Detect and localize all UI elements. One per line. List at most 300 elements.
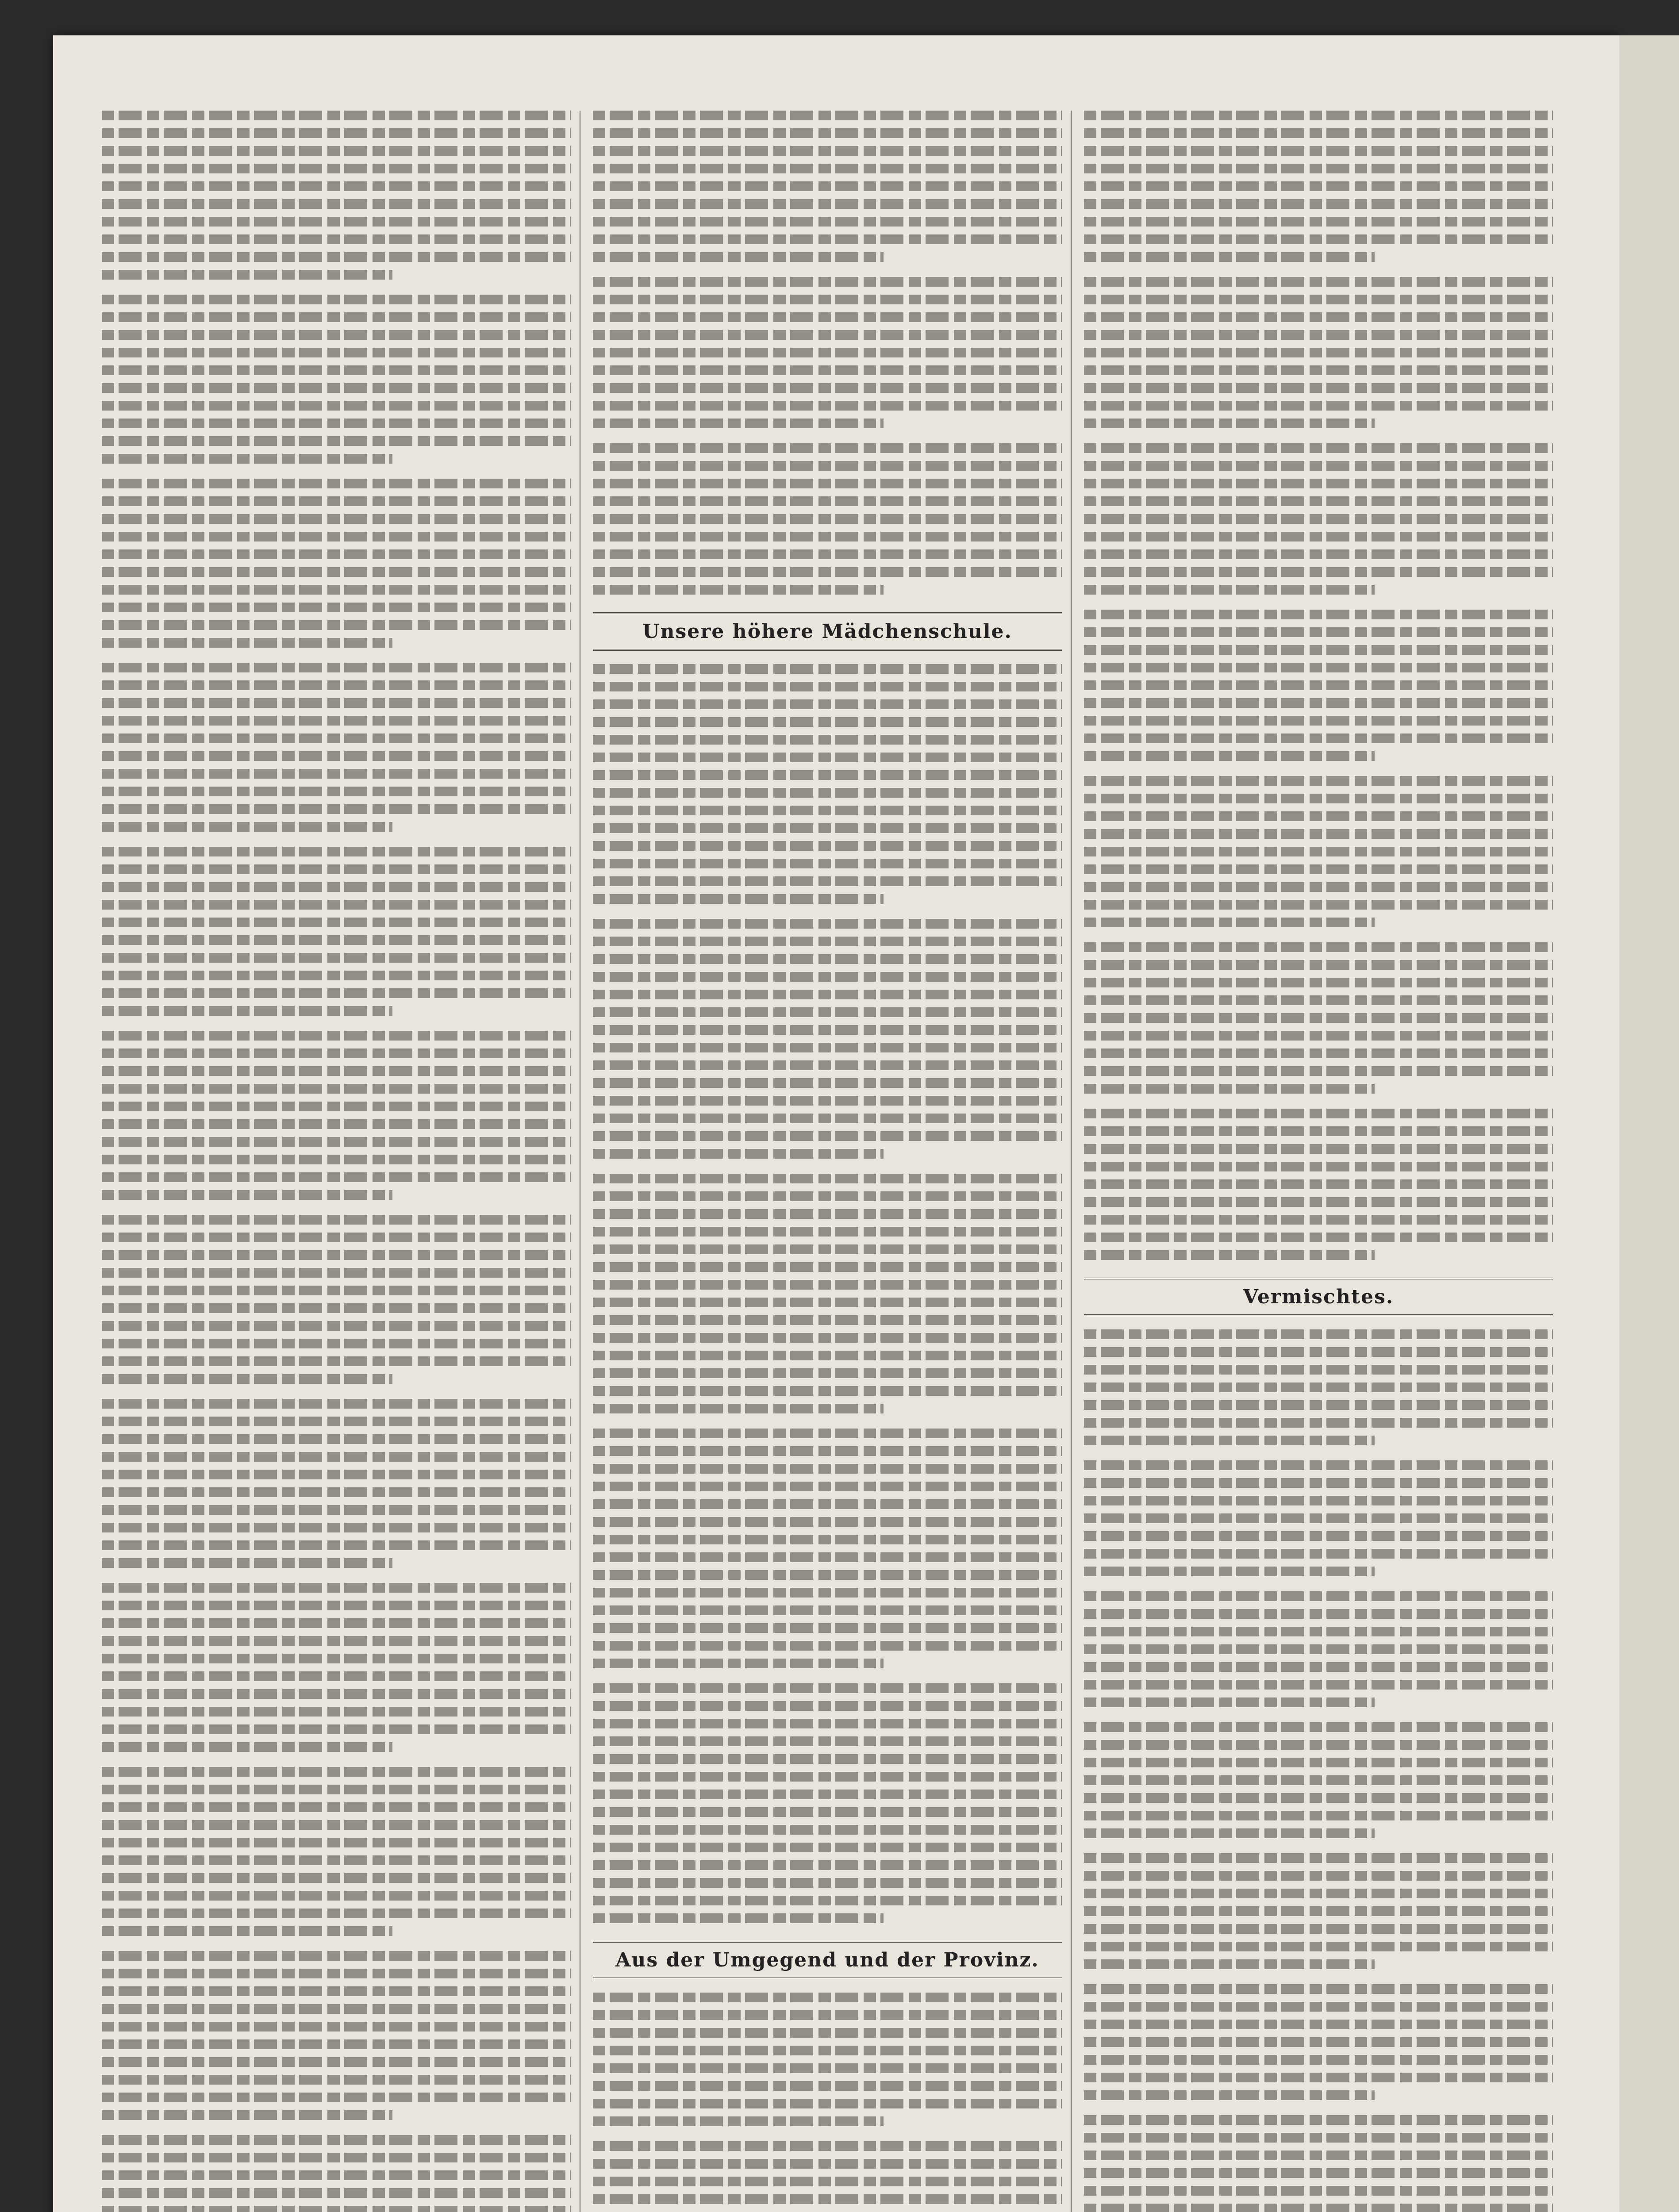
text-line xyxy=(1084,811,1553,821)
text-line xyxy=(102,2022,571,2032)
text-line xyxy=(593,841,1062,851)
text-line xyxy=(593,1280,1062,1290)
text-line xyxy=(102,252,571,262)
text-line xyxy=(102,1303,571,1313)
text-line xyxy=(593,1843,1062,1852)
text-line xyxy=(102,1155,571,1164)
text-line xyxy=(1084,2002,1553,2012)
text-line xyxy=(102,1066,571,1076)
text-line xyxy=(1084,1793,1553,1803)
text-line xyxy=(593,252,884,262)
text-line xyxy=(1084,1496,1553,1505)
text-line xyxy=(102,1434,571,1444)
text-line xyxy=(593,181,1062,191)
text-line xyxy=(102,1891,571,1901)
text-line xyxy=(1084,1942,1553,1951)
text-paragraph xyxy=(102,2135,571,2212)
text-paragraph xyxy=(1084,1109,1553,1260)
text-line xyxy=(593,365,1062,375)
text-paragraph xyxy=(1084,277,1553,428)
text-line xyxy=(102,295,571,304)
text-line xyxy=(1084,496,1553,506)
text-line xyxy=(1084,1066,1553,1076)
text-line xyxy=(1084,1513,1553,1523)
text-line xyxy=(102,1583,571,1593)
text-paragraph xyxy=(593,277,1062,428)
text-line xyxy=(593,1464,1062,1474)
text-line xyxy=(102,1339,571,1348)
text-line xyxy=(593,1641,1062,1651)
text-line xyxy=(593,753,1062,762)
text-line xyxy=(1084,2037,1553,2047)
text-line xyxy=(1084,1144,1553,1154)
text-line xyxy=(102,585,571,595)
text-paragraph xyxy=(102,111,571,280)
text-line xyxy=(593,479,1062,488)
text-line xyxy=(102,2153,571,2162)
text-line xyxy=(1084,1680,1553,1690)
text-line xyxy=(102,2075,571,2085)
text-line xyxy=(593,1825,1062,1835)
text-line xyxy=(1084,295,1553,304)
text-line xyxy=(102,2039,571,2049)
text-line xyxy=(593,383,1062,393)
text-line xyxy=(102,1951,571,1961)
text-paragraph xyxy=(593,111,1062,262)
text-paragraph xyxy=(1084,776,1553,927)
text-line xyxy=(102,1417,571,1426)
text-line xyxy=(102,1006,392,1016)
text-line xyxy=(102,312,571,322)
text-line xyxy=(102,146,571,156)
text-line xyxy=(1084,751,1375,761)
text-paragraph xyxy=(102,1583,571,1752)
text-line xyxy=(1084,1418,1553,1428)
text-line xyxy=(593,549,1062,559)
text-line xyxy=(593,1096,1062,1106)
text-line xyxy=(593,1913,884,1923)
text-line xyxy=(593,461,1062,471)
text-line xyxy=(102,217,571,227)
text-line xyxy=(593,788,1062,798)
text-line xyxy=(1084,1775,1553,1785)
text-line xyxy=(593,2028,1062,2038)
text-paragraph xyxy=(1084,1984,1553,2100)
text-line xyxy=(593,1701,1062,1711)
text-line xyxy=(593,1807,1062,1817)
text-line xyxy=(102,988,571,998)
text-line xyxy=(102,2206,571,2212)
text-line xyxy=(102,1505,571,1515)
text-line xyxy=(593,1114,1062,1123)
text-line xyxy=(102,1802,571,1812)
text-line xyxy=(593,1025,1062,1035)
text-paragraph xyxy=(1084,1329,1553,1445)
text-line xyxy=(102,419,571,428)
text-paragraph xyxy=(1084,610,1553,761)
text-line xyxy=(593,2159,1062,2169)
text-line xyxy=(1084,610,1553,619)
text-line xyxy=(1084,348,1553,357)
text-line xyxy=(102,882,571,892)
text-line xyxy=(102,1820,571,1830)
text-line xyxy=(1084,645,1553,655)
text-line xyxy=(593,128,1062,138)
text-line xyxy=(102,1233,571,1242)
text-line xyxy=(102,234,571,244)
text-line xyxy=(102,1215,571,1225)
text-line xyxy=(102,1618,571,1628)
text-line xyxy=(1084,1853,1553,1863)
text-line xyxy=(593,990,1062,999)
text-line xyxy=(593,1482,1062,1491)
text-line xyxy=(1084,1382,1553,1392)
text-paragraph xyxy=(1084,443,1553,595)
text-line xyxy=(102,900,571,910)
text-line xyxy=(102,532,571,541)
text-line xyxy=(593,401,1062,411)
text-line xyxy=(1084,1162,1553,1171)
text-paragraph xyxy=(1084,1853,1553,1969)
text-line xyxy=(102,1558,392,1568)
text-line xyxy=(593,1570,1062,1580)
text-line xyxy=(1084,2204,1553,2212)
text-line xyxy=(102,383,571,393)
text-line xyxy=(1084,1109,1553,1118)
text-line xyxy=(1084,978,1553,987)
text-line xyxy=(1084,2055,1553,2065)
text-line xyxy=(102,1452,571,1462)
text-line xyxy=(593,1244,1062,1254)
text-line xyxy=(102,1487,571,1497)
text-line xyxy=(102,567,571,577)
text-line xyxy=(1084,312,1553,322)
text-line xyxy=(593,1429,1062,1438)
text-line xyxy=(1084,1740,1553,1750)
text-line xyxy=(1084,1828,1375,1838)
text-line xyxy=(102,1785,571,1794)
text-paragraph xyxy=(102,1399,571,1568)
next-page-edge xyxy=(1619,35,1679,2212)
text-line xyxy=(593,1605,1062,1615)
text-line xyxy=(593,1060,1062,1070)
text-line xyxy=(102,128,571,138)
text-line xyxy=(1084,794,1553,803)
text-line xyxy=(1084,1436,1375,1445)
text-line xyxy=(102,1689,571,1699)
text-line xyxy=(102,787,571,796)
text-line xyxy=(593,2177,1062,2186)
text-line xyxy=(1084,733,1553,743)
text-line xyxy=(593,1517,1062,1527)
text-line xyxy=(593,770,1062,780)
text-line xyxy=(102,514,571,524)
text-line xyxy=(102,330,571,340)
text-line xyxy=(593,972,1062,982)
column-2 xyxy=(593,111,1062,2212)
text-line xyxy=(102,1374,392,1384)
text-line xyxy=(593,1262,1062,1272)
text-line xyxy=(1084,199,1553,209)
text-line xyxy=(1084,1549,1553,1559)
text-line xyxy=(102,348,571,357)
text-line xyxy=(1084,1347,1553,1357)
text-line xyxy=(593,111,1062,120)
text-line xyxy=(1084,1722,1553,1732)
text-line xyxy=(593,2099,1062,2108)
text-line xyxy=(1084,864,1553,874)
text-line xyxy=(593,1209,1062,1219)
text-line xyxy=(102,1654,571,1663)
text-line xyxy=(593,2010,1062,2020)
text-line xyxy=(593,2116,884,2126)
text-line xyxy=(1084,1609,1553,1619)
text-line xyxy=(102,1724,571,1734)
text-line xyxy=(102,1119,571,1129)
text-line xyxy=(1084,1924,1553,1934)
text-line xyxy=(1084,882,1553,892)
text-line xyxy=(593,1993,1062,2002)
column-3 xyxy=(1084,111,1553,2212)
text-line xyxy=(102,436,571,446)
text-line xyxy=(102,1523,571,1532)
text-line xyxy=(1084,1365,1553,1375)
text-line xyxy=(102,1636,571,1646)
text-line xyxy=(102,971,571,980)
text-line xyxy=(593,1896,1062,1905)
text-line xyxy=(102,864,571,874)
text-line xyxy=(593,664,1062,674)
text-line xyxy=(593,277,1062,287)
text-line xyxy=(1084,2073,1553,2082)
text-line xyxy=(593,894,884,904)
text-line xyxy=(593,443,1062,453)
text-line xyxy=(593,1552,1062,1562)
text-line xyxy=(593,682,1062,691)
text-line xyxy=(593,585,884,595)
text-line xyxy=(593,859,1062,868)
text-line xyxy=(1084,1179,1553,1189)
text-line xyxy=(1084,1215,1553,1225)
text-line xyxy=(1084,1233,1553,1242)
text-line xyxy=(1084,549,1553,559)
text-line xyxy=(1084,1031,1553,1041)
text-paragraph xyxy=(102,295,571,464)
text-line xyxy=(593,1227,1062,1237)
text-paragraph xyxy=(593,1174,1062,1413)
text-line xyxy=(102,199,571,209)
text-line xyxy=(593,532,1062,541)
text-line xyxy=(1084,1811,1553,1820)
text-line xyxy=(1084,1567,1375,1576)
text-line xyxy=(102,769,571,779)
text-line xyxy=(1084,181,1553,191)
text-line xyxy=(102,1926,392,1936)
text-line xyxy=(102,804,571,814)
text-paragraph xyxy=(593,443,1062,595)
text-line xyxy=(593,1719,1062,1728)
text-line xyxy=(102,181,571,191)
text-line xyxy=(1084,900,1553,910)
text-line xyxy=(593,1043,1062,1052)
text-line xyxy=(1084,1197,1553,1207)
text-line xyxy=(1084,1697,1375,1707)
text-line xyxy=(593,312,1062,322)
text-line xyxy=(1084,1084,1375,1094)
text-line xyxy=(593,1535,1062,1544)
text-line xyxy=(102,1172,571,1182)
text-line xyxy=(593,876,1062,886)
text-line xyxy=(102,1855,571,1865)
text-line xyxy=(593,199,1062,209)
text-line xyxy=(593,295,1062,304)
column-1 xyxy=(102,111,571,2212)
text-line xyxy=(1084,2133,1553,2143)
text-line xyxy=(102,2004,571,2014)
text-line xyxy=(102,1102,571,1111)
text-line xyxy=(593,2141,1062,2151)
text-line xyxy=(102,1268,571,1278)
text-line xyxy=(102,111,571,120)
text-line xyxy=(102,1838,571,1847)
text-line xyxy=(593,348,1062,357)
text-paragraph xyxy=(102,663,571,832)
text-paragraph xyxy=(102,1951,571,2120)
text-line xyxy=(593,1149,884,1159)
text-line xyxy=(1084,234,1553,244)
text-line xyxy=(102,1742,392,1752)
text-line xyxy=(102,1873,571,1883)
text-line xyxy=(102,733,571,743)
text-line xyxy=(1084,2090,1375,2100)
text-line xyxy=(1084,1662,1553,1672)
text-line xyxy=(1084,146,1553,156)
text-line xyxy=(593,217,1062,227)
text-line xyxy=(1084,1871,1553,1881)
text-line xyxy=(1084,419,1375,428)
text-line xyxy=(1084,1889,1553,1898)
text-line xyxy=(1084,1758,1553,1767)
text-line xyxy=(102,1707,571,1717)
section-heading: Aus der Umgegend und der Provinz. xyxy=(593,1941,1062,1979)
column-rule xyxy=(1071,111,1072,2212)
text-line xyxy=(593,330,1062,340)
text-line xyxy=(1084,1906,1553,1916)
text-line xyxy=(102,1969,571,1978)
text-paragraph xyxy=(1084,1722,1553,1838)
text-line xyxy=(593,919,1062,929)
text-line xyxy=(1084,995,1553,1005)
text-line xyxy=(593,1860,1062,1870)
text-line xyxy=(102,1190,392,1200)
text-line xyxy=(593,823,1062,833)
text-paragraph xyxy=(593,1429,1062,1668)
text-line xyxy=(1084,514,1553,524)
text-line xyxy=(102,1286,571,1295)
text-line xyxy=(1084,698,1553,708)
text-line xyxy=(102,1084,571,1094)
text-line xyxy=(1084,2168,1553,2178)
text-line xyxy=(1084,365,1553,375)
text-line xyxy=(102,1321,571,1331)
text-line xyxy=(1084,1984,1553,1994)
text-line xyxy=(1084,252,1375,262)
text-line xyxy=(593,2081,1062,2091)
text-line xyxy=(102,1137,571,1147)
text-line xyxy=(102,847,571,856)
text-paragraph xyxy=(102,1031,571,1200)
text-line xyxy=(102,270,392,280)
text-line xyxy=(102,479,571,488)
text-line xyxy=(102,620,571,630)
text-line xyxy=(1084,1531,1553,1541)
text-line xyxy=(102,603,571,612)
text-line xyxy=(593,2194,1062,2204)
text-paragraph xyxy=(1084,942,1553,1094)
text-line xyxy=(1084,2151,1553,2160)
text-line xyxy=(593,1333,1062,1343)
text-line xyxy=(102,2110,392,2120)
text-line xyxy=(1084,960,1553,970)
text-line xyxy=(593,1659,884,1668)
text-line xyxy=(593,1007,1062,1017)
text-line xyxy=(593,1772,1062,1782)
text-line xyxy=(1084,164,1553,173)
text-line xyxy=(1084,2115,1553,2125)
text-line xyxy=(593,1683,1062,1693)
text-line xyxy=(102,365,571,375)
text-line xyxy=(102,1767,571,1777)
text-line xyxy=(593,1878,1062,1888)
text-line xyxy=(102,663,571,672)
text-line xyxy=(1084,1478,1553,1488)
text-paragraph xyxy=(1084,1460,1553,1576)
text-line xyxy=(593,1368,1062,1378)
text-line xyxy=(1084,1013,1553,1023)
text-paragraph xyxy=(593,2141,1062,2212)
text-line xyxy=(1084,776,1553,786)
text-line xyxy=(593,146,1062,156)
text-line xyxy=(102,1031,571,1041)
text-line xyxy=(102,1540,571,1550)
text-line xyxy=(1084,585,1375,595)
text-line xyxy=(102,935,571,945)
text-line xyxy=(593,1736,1062,1746)
text-line xyxy=(593,954,1062,964)
text-line xyxy=(1084,716,1553,726)
text-line xyxy=(1084,1329,1553,1339)
text-line xyxy=(593,2063,1062,2073)
text-paragraph xyxy=(102,1767,571,1936)
text-line xyxy=(593,1191,1062,1201)
text-line xyxy=(102,549,571,559)
text-line xyxy=(102,680,571,690)
text-line xyxy=(1084,330,1553,340)
text-line xyxy=(593,1623,1062,1633)
text-line xyxy=(102,2093,571,2102)
text-paragraph xyxy=(593,1683,1062,1923)
text-line xyxy=(1084,1959,1375,1969)
text-paragraph xyxy=(1084,2115,1553,2212)
text-paragraph xyxy=(1084,1591,1553,1707)
text-line xyxy=(1084,1400,1553,1410)
text-line xyxy=(593,937,1062,946)
text-line xyxy=(1084,1048,1553,1058)
text-line xyxy=(593,1499,1062,1509)
text-line xyxy=(1084,1591,1553,1601)
text-line xyxy=(593,419,884,428)
text-line xyxy=(102,2170,571,2180)
